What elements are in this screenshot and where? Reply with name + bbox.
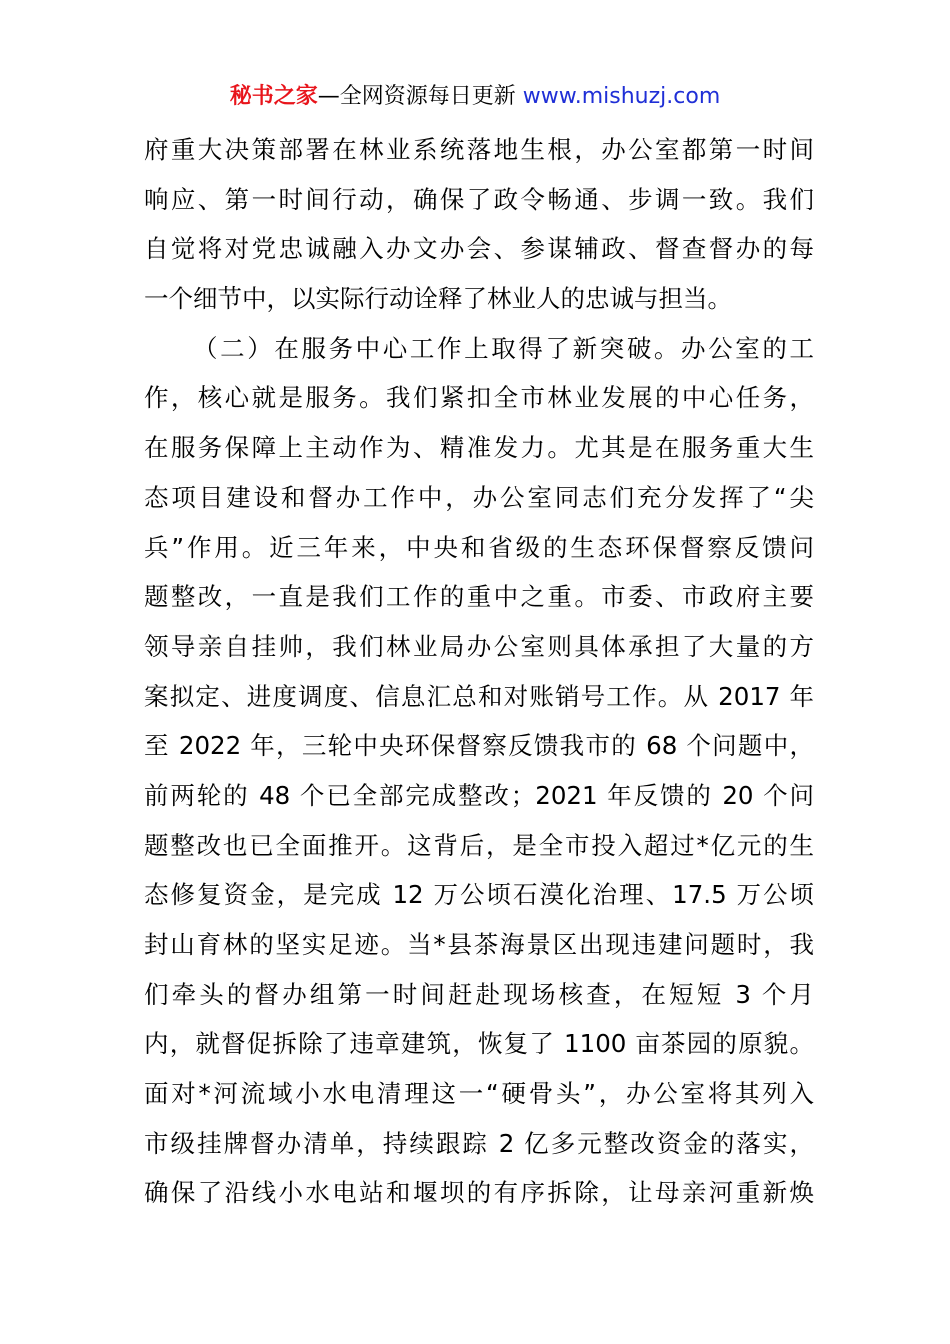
text-line: 题整改，一直是我们工作的重中之重。市委、市政府主要 (144, 582, 814, 612)
text-line: 案拟定、进度调度、信息汇总和对账销号工作。从 2017 年 (144, 681, 814, 711)
text-line: 自觉将对党忠诚融入办文办会、参谋辅政、督查督办的每 (144, 234, 814, 264)
document-body (144, 125, 814, 1218)
text-line: 领导亲自挂帅，我们林业局办公室则具体承担了大量的方 (144, 631, 814, 661)
text-line: 内，就督促拆除了违章建筑，恢复了 1100 亩茶园的原貌。 (144, 1029, 814, 1059)
text-line: 作，核心就是服务。我们紧扣全市林业发展的中心任务， (144, 383, 814, 413)
page-header (0, 82, 950, 112)
text-line: 府重大决策部署在林业系统落地生根，办公室都第一时间 (144, 135, 814, 164)
text-line: 兵”作用。近三年来，中央和省级的生态环保督察反馈问 (144, 532, 814, 562)
brand-name: 秘书之家 (229, 84, 318, 109)
text-line: 一个细节中，以实际行动诠释了林业人的忠诚与担当。 (144, 284, 732, 314)
text-line: 封山育林的坚实足迹。当*县茶海景区出现违建问题时，我 (144, 930, 814, 959)
section-heading-line: （二）在服务中心工作上取得了新突破。办公室的工 (193, 333, 814, 363)
text-line: 响应、第一时间行动，确保了政令畅通、步调一致。我们 (144, 184, 814, 214)
text-line: 市级挂牌督办清单，持续跟踪 2 亿多元整改资金的落实， (144, 1128, 814, 1158)
header-tagline: —全网资源每日更新 (317, 84, 523, 109)
text-line: 前两轮的 48 个已全部完成整改；2021 年反馈的 20 个问 (144, 780, 814, 810)
text-line: 们牵头的督办组第一时间赶赴现场核查，在短短 3 个月 (144, 979, 814, 1009)
site-url[interactable]: www.mishuzj.com (522, 84, 721, 109)
text-line: 态修复资金，是完成 12 万公顷石漠化治理、17.5 万公顷 (144, 880, 814, 910)
text-line: 面对*河流域小水电清理这一“硬骨头”，办公室将其列入 (144, 1079, 814, 1109)
text-line: 在服务保障上主动作为、精准发力。尤其是在服务重大生 (144, 433, 814, 463)
text-line: 题整改也已全面推开。这背后，是全市投入超过*亿元的生 (144, 830, 814, 860)
text-line: 态项目建设和督办工作中，办公室同志们充分发挥了“尖 (144, 482, 814, 512)
text-line: 至 2022 年，三轮中央环保督察反馈我市的 68 个问题中， (144, 731, 814, 761)
text-line: 确保了沿线小水电站和堰坝的有序拆除，让母亲河重新焕 (144, 1178, 814, 1208)
